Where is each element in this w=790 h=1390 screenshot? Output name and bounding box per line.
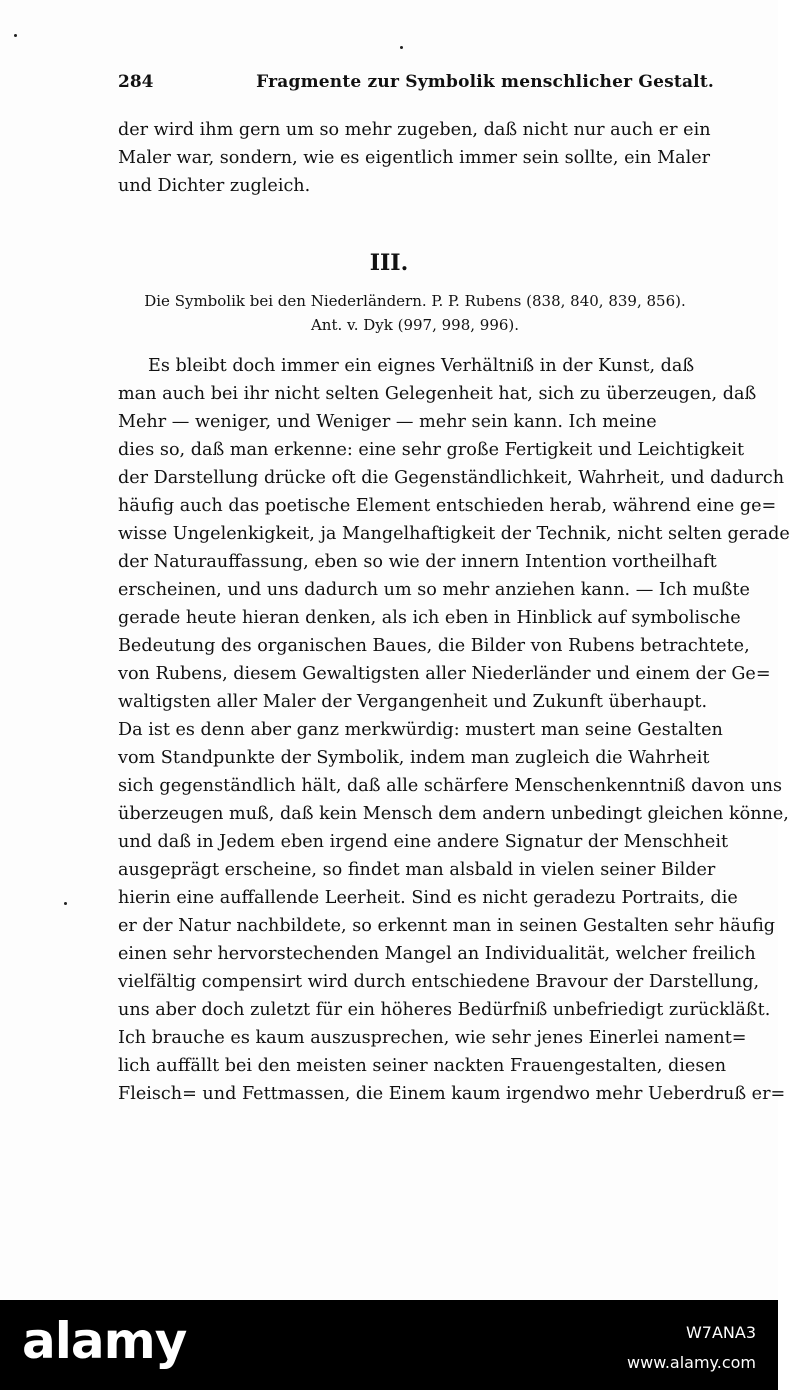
text-line: Da ist es denn aber ganz merkwürdig: mustert man seine Gestalten [118,720,723,740]
text-line: und Dichter zugleich. [118,176,311,196]
watermark-banner [0,1300,778,1390]
scan-speck [400,46,403,49]
text-line: Es bleibt doch immer ein eignes Verhältniß in der Kunst, daß [148,356,695,376]
text-line: vom Standpunkte der Symbolik, indem man zugleich die Wahrheit [118,748,710,768]
text-line: Maler war, sondern, wie es eigentlich immer sein sollte, ein Maler [118,148,711,168]
text-line: vielfältig compensirt wird durch entschiedene Bravour der Darstellung, [118,972,760,992]
text-line: der Darstellung drücke oft die Gegenständlichkeit, Wahrheit, und dadurch [118,468,785,488]
text-line: Fleisch= und Fettmassen, die Einem kaum irgendwo mehr Ueberdruß er= [118,1084,786,1104]
page-number: 284 [118,72,154,92]
text-line: man auch bei ihr nicht selten Gelegenheit hat, sich zu überzeugen, daß [118,384,757,404]
image-credit [627,1318,756,1378]
image-id: W7ANA3 [685,1323,756,1342]
section-subheading-continued: Ant. v. Dyk (997, 998, 996). [310,316,520,334]
text-line: gerade heute hieran denken, als ich eben in Hinblick auf symbolische [118,608,741,628]
text-line: der Naturauffassung, eben so wie der innern Intention vortheilhaft [118,552,717,572]
text-line: waltigsten aller Maler der Vergangenheit und Zukunft überhaupt. [118,692,708,712]
text-line: häufig auch das poetische Element entschieden herab, während eine ge= [118,496,777,516]
running-title: Fragmente zur Symbolik menschlicher Gestalt. [256,72,714,92]
intro-paragraph [118,116,714,200]
text-line: einen sehr hervorstechenden Mangel an Individualität, welcher freilich [118,944,756,964]
text-line: dies so, daß man erkenne: eine sehr große Fertigkeit und Leichtigkeit [118,440,745,460]
text-line: Ich brauche es kaum auszusprechen, wie sehr jenes Einerlei nament= [118,1028,747,1048]
body-paragraph [118,352,790,1108]
text-line: ausgeprägt erscheine, so findet man alsbald in vielen seiner Bilder [118,860,716,880]
text-line: der wird ihm gern um so mehr zugeben, daß nicht nur auch er ein [118,120,711,140]
section-numeral: III. [369,250,409,276]
text-line: überzeugen muß, daß kein Mensch dem andern unbedingt gleichen könne, [118,804,789,824]
scan-speck [14,34,17,37]
text-line: hierin eine auffallende Leerheit. Sind es nicht geradezu Portraits, die [118,888,738,908]
text-line: lich auffällt bei den meisten seiner nackten Frauengestalten, diesen [118,1056,727,1076]
page-header [118,72,714,98]
text-line: Bedeutung des organischen Baues, die Bilder von Rubens betrachtete, [118,636,750,656]
text-line: wisse Ungelenkigkeit, ja Mangelhaftigkeit der Technik, nicht selten gerade [118,524,790,544]
text-line: sich gegenständlich hält, daß alle schärfere Menschenkenntniß davon uns [118,776,783,796]
text-line: er der Natur nachbildete, so erkennt man in seinen Gestalten sehr häufig [118,916,776,936]
text-line: und daß in Jedem eben irgend eine andere Signatur der Menschheit [118,832,729,852]
text-line: Mehr — weniger, und Weniger — mehr sein kann. Ich meine [118,412,657,432]
text-line: erscheinen, und uns dadurch um so mehr anziehen kann. — Ich mußte [118,580,750,600]
scan-speck [64,902,67,905]
site-url: www.alamy.com [627,1353,756,1372]
text-line: uns aber doch zuletzt für ein höheres Bedürfniß unbefriedigt zurückläßt. [118,1000,771,1020]
section-subheading: Die Symbolik bei den Niederländern. P. P. Rubens (838, 840, 839, 856). [144,292,686,310]
brand-logo: alamy [22,1312,187,1370]
text-line: von Rubens, diesem Gewaltigsten aller Niederländer und einem der Ge= [118,664,771,684]
